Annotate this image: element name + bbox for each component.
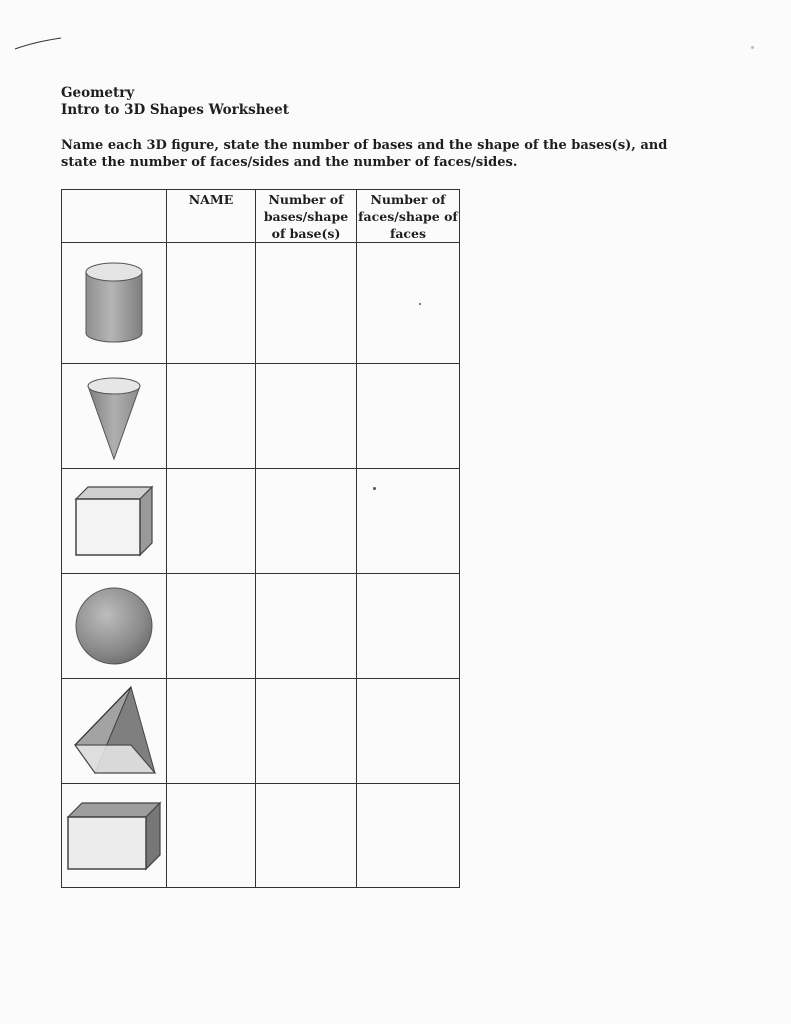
table-row: [62, 243, 460, 364]
table-row: [62, 574, 460, 679]
name-cell[interactable]: [167, 364, 256, 469]
faces-cell[interactable]: [357, 364, 460, 469]
pyramid-icon: [71, 685, 157, 777]
faces-cell[interactable]: [357, 243, 460, 364]
worksheet-table: [61, 189, 460, 888]
table-row: [62, 784, 460, 888]
bases-cell[interactable]: [256, 243, 357, 364]
pen-mark: [14, 36, 62, 50]
bases-column-header: Number of bases/shape of base(s): [256, 190, 357, 243]
name-column-header: NAME: [167, 190, 256, 243]
bases-cell[interactable]: [256, 469, 357, 574]
bases-cell[interactable]: [256, 364, 357, 469]
figure-cell: [62, 574, 167, 679]
worksheet-title: Intro to 3D Shapes Worksheet: [61, 102, 289, 118]
figure-cell: [62, 469, 167, 574]
figure-cell: [62, 364, 167, 469]
table-row: [62, 364, 460, 469]
name-cell[interactable]: [167, 679, 256, 784]
worksheet-header: [61, 85, 289, 119]
scan-speck: [373, 487, 376, 490]
cube-icon: [74, 485, 154, 557]
faces-column-header: Number of faces/shape of faces: [357, 190, 460, 243]
figure-column-header: [62, 190, 167, 243]
table-header-row: [62, 190, 460, 243]
figure-cell: [62, 679, 167, 784]
scan-speck: [751, 46, 754, 49]
faces-cell[interactable]: [357, 679, 460, 784]
sphere-icon: [73, 585, 155, 667]
faces-cell[interactable]: [357, 784, 460, 888]
cylinder-icon: [81, 259, 147, 347]
figure-cell: [62, 784, 167, 888]
name-cell[interactable]: [167, 469, 256, 574]
bases-cell[interactable]: [256, 574, 357, 679]
figure-cell: [62, 243, 167, 364]
cone-icon: [85, 371, 143, 461]
faces-cell[interactable]: [357, 574, 460, 679]
bases-cell[interactable]: [256, 784, 357, 888]
subject-title: Geometry: [61, 85, 135, 101]
table-row: [62, 469, 460, 574]
table-row: [62, 679, 460, 784]
scan-speck: [419, 303, 421, 305]
bases-cell[interactable]: [256, 679, 357, 784]
rectangular-prism-icon: [66, 801, 162, 871]
instructions: Name each 3D figure, state the number of bases and the shape of the bases(s), and state the number of faces/sides and the number of faces/sides.: [61, 138, 668, 170]
name-cell[interactable]: [167, 243, 256, 364]
name-cell[interactable]: [167, 574, 256, 679]
name-cell[interactable]: [167, 784, 256, 888]
faces-cell[interactable]: [357, 469, 460, 574]
